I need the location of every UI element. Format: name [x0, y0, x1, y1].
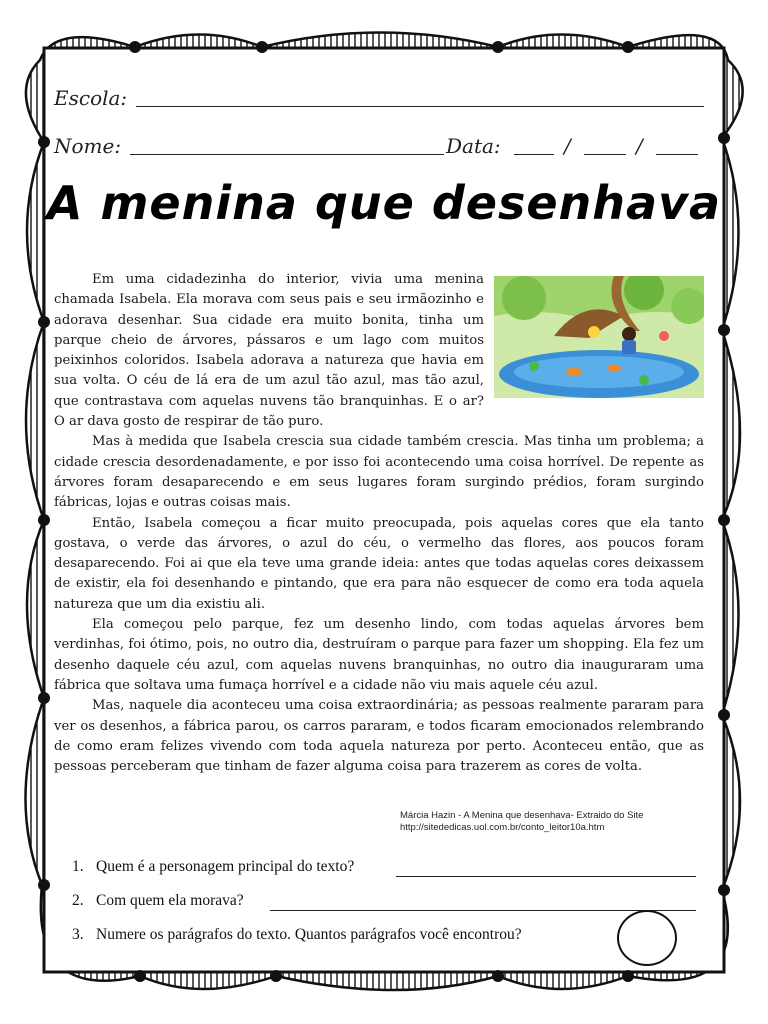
date-year-field[interactable]	[656, 154, 698, 155]
school-field[interactable]	[136, 106, 704, 107]
worksheet-page	[44, 48, 724, 972]
citation-url: http://sitededicas.uol.com.br/conto_leitor10a.htm	[400, 822, 605, 833]
date-day-field[interactable]	[514, 154, 554, 155]
date-separator: /	[636, 134, 643, 158]
story-paragraph: Mas à medida que Isabela crescia sua cidade também crescia. Mas tinha um problema; a cidade crescia desordenadamente, e por isso foi acontecendo uma coisa horrível. De repente as árvores foram desaparecendo e em seus lugares foram surgindo prédios, foram surgindo fábricas, lojas e outras coisas mais.	[54, 434, 704, 511]
answer-line-2[interactable]	[270, 910, 696, 911]
name-label: Nome:	[54, 134, 122, 158]
answer-line-1[interactable]	[396, 876, 696, 877]
citation-author: Márcia Hazin - A Menina que desenhava- Extraido do Site	[400, 810, 644, 821]
name-field[interactable]	[130, 154, 444, 155]
date-month-field[interactable]	[584, 154, 626, 155]
date-label: Data:	[446, 134, 501, 158]
girl-by-pond-illustration-icon	[494, 276, 704, 398]
question-3: 3. Numere os parágrafos do texto. Quantos parágrafos você encontrou?	[72, 926, 522, 943]
story-paragraph: Ela começou pelo parque, fez um desenho lindo, com todas aquelas árvores bem verdinhas, foi ótimo, pois, no outro dia, destruíram o parque para fazer um shopping. Ela fez um desenho daquele céu azul, com aquelas nuvens branquinhas, no outro dia inauguraram uma fábrica que soltava uma fumaça horrível e a cidade não viu mais aquele céu azul.	[54, 617, 704, 693]
question-1: 1. Quem é a personagem principal do texto?	[72, 858, 355, 875]
story-body	[54, 270, 704, 777]
story-title: A menina que desenhava	[46, 176, 722, 230]
answer-circle[interactable]	[617, 910, 677, 966]
story-paragraph: Mas, naquele dia aconteceu uma coisa extraordinária; as pessoas realmente pararam para ver os desenhos, a fábrica parou, os carros pararam, e todos ficaram emocionados relembrando de como eram felizes vivendo com toda aquela natureza por perto. Aconteceu então, que as pessoas perceberam que tinham de fazer alguma coisa para trazerem as cores de volta.	[54, 698, 704, 775]
question-2: 2. Com quem ela morava?	[72, 892, 244, 909]
source-citation	[400, 810, 643, 834]
date-separator: /	[564, 134, 571, 158]
school-label: Escola:	[54, 86, 128, 110]
story-paragraph: Então, Isabela começou a ficar muito preocupada, pois aquelas cores que ela tanto gostava, o verde das árvores, o azul do céu, o vermelho das flores, aos poucos foram desaparecendo. Foi ai que ela teve uma grande ideia: antes que todas aquelas cores deixassem de existir, ela foi desenhando e pintando, que era para não esquecer de como era toda aquela natureza que um dia existiu ali.	[54, 515, 704, 612]
story-paragraph: Em uma cidadezinha do interior, vivia uma menina chamada Isabela. Ela morava com seus pais e seu irmãozinho e adorava desenhar. Sua cidade era muito bonita, tinha um parque cheio de árvores, pássaros e um lago com muitos peixinhos coloridos. Isabela adorava a natureza que havia em sua volta. O céu de lá era de um azul tão azul, mas tão azul, que contrastava com aquelas nuvens tão branquinhas. E o ar? O ar dava gosto de respirar de tão puro.	[54, 270, 704, 432]
